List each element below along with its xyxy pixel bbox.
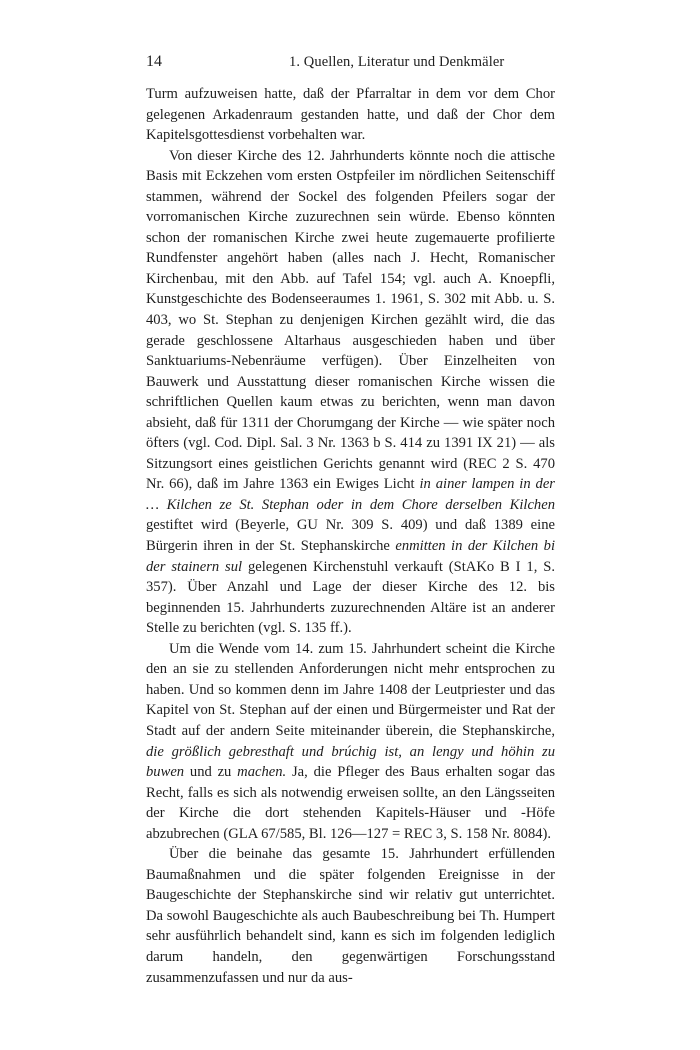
paragraph [146,146,555,639]
paragraph [146,639,555,844]
body-text [146,84,555,988]
page-number: 14 [146,53,162,70]
page-header [146,52,556,72]
text-segment: Von dieser Kirche des 12. Jahrhunderts könnte noch die attische Basis mit Eckzehen vom ersten Ostpfeiler im nördlichen Seitenschiff stammen, während der Sockel des folgenden Pfeilers sogar der vorromanischen Kirche zuzurechnen sein würde. Ebenso könnten schon der romanischen Kirche zwei heute zugemauerte profilierte Rundfenster angehört haben (alles nach J. Hecht, Romanischer Kirchenbau, mit den Abb. auf Tafel 154; vgl. auch A. Knoepfli, Kunstgeschichte des Bodenseeraumes 1. 1961, S. 302 mit Abb. u. S. 403, wo St. Stephan zu denjenigen Kirchen gezählt wird, die das gerade geschlossene Altarhaus ausgeschieden haben und über Sanktuariums-Nebenräume verfügen). Über Einzelheiten von Bauwerk und Ausstattung dieser romanischen Kirche wissen die schriftlichen Quellen kaum etwas zu berichten, wenn man davon absieht, daß für 1311 der Chorumgang der Kirche — wie später noch öfters (vgl. Cod. Dipl. Sal. 3 Nr. 1363 b S. 414 zu 1391 IX 21) — als Sitzungsort eines geistlichen Gerichts genannt wird (REC 2 S. 470 Nr. 66), daß im Jahre 1363 ein Ewiges Licht [146,147,555,493]
italic-quotation: die größlich gebresthaft und brúchig ist, an lengy und höhin zu buwen [146,743,555,781]
text-segment: und zu [184,764,238,781]
paragraph [146,844,555,988]
text-segment: gestiftet wird (Beyerle, GU Nr. 309 S. 409) und daß 1389 eine Bürgerin ihren in der St. Stephanskirche [146,517,555,555]
text-segment: Turm aufzuweisen hatte, daß der Pfarraltar in dem vor dem Chor gelegenen Arkadenraum gestanden hatte, und daß der Chor dem Kapitelsgottesdienst vorbehalten war. [146,86,555,144]
text-segment: Ja, die Pfleger des Baus erhalten sogar das Recht, falls es sich als notwendig erweisen sollte, an den Längsseiten der Kirche die dort stehenden Kapitels-Häuser und -Höfe abzubrechen (GLA 67/585, Bl. 126—127 = REC 3, S. 158 Nr. 8084). [146,764,555,842]
paragraph [146,84,555,146]
text-segment: Um die Wende vom 14. zum 15. Jahrhundert scheint die Kirche den an sie zu stellenden Anforderungen nicht mehr entsprochen zu haben. Und so kommen denn im Jahre 1408 der Leutpriester und das Kapitel von St. Stephan auf der einen und Bürgermeister und Rat der Stadt auf der andern Seite miteinander überein, die Stephanskirche, [146,640,555,739]
text-segment: gelegenen Kirchenstuhl verkauft (StAKo B I 1, S. 357). Über Anzahl und Lage der dieser Kirche des 12. bis beginnenden 15. Jahrhunderts zuzurechnenden Altäre ist an anderer Stelle zu berichten (vgl. S. 135 ff.). [146,558,555,637]
running-head: 1. Quellen, Literatur und Denkmäler [289,54,505,70]
italic-quotation: machen. [237,764,287,781]
text-segment: Über die beinahe das gesamte 15. Jahrhundert erfüllenden Baumaßnahmen und die später folgenden Ereignisse in der Baugeschichte der Stephanskirche sind wir relativ gut unterrichtet. Da sowohl Baugeschichte als auch Baubeschreibung bei Th. Humpert sehr ausführlich behandelt sind, kann es sich im folgenden lediglich darum handeln, den gegenwärtigen Forschungsstand zusammenzufassen und nur da aus- [146,846,555,986]
italic-quotation: enmitten in der Kilchen bi der stainern sul [146,538,555,575]
italic-quotation: in ainer lampen in der … Kilchen ze St. Stephan oder in dem Chore derselben Kilchen [146,476,555,513]
